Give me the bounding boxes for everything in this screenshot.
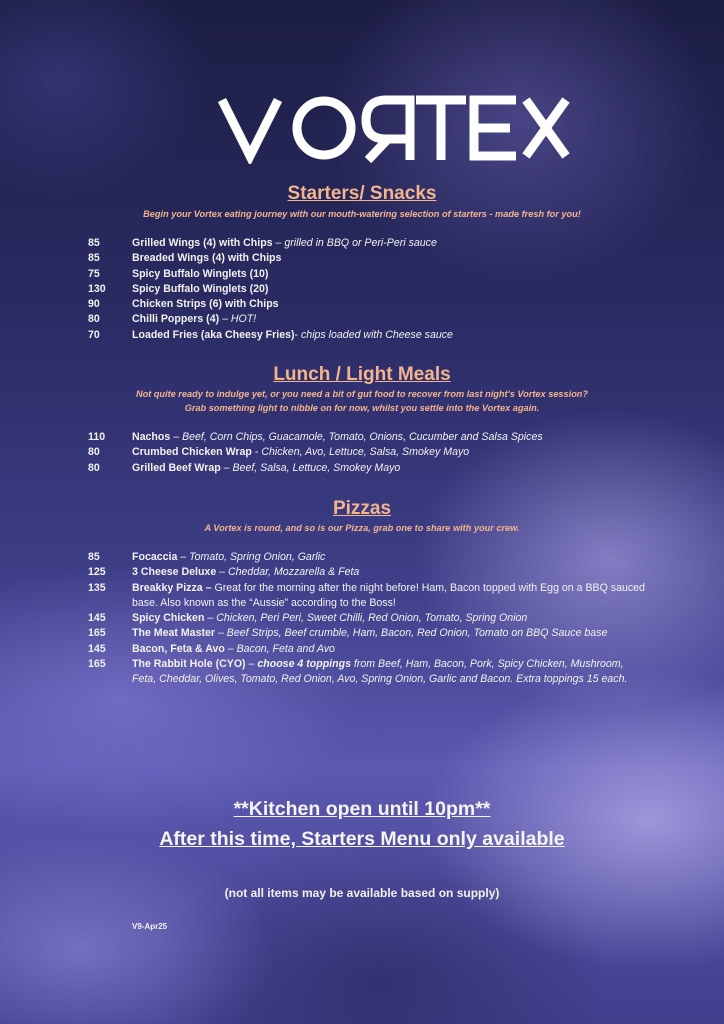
- item-separator: –: [216, 566, 228, 579]
- item-note: Beef Strips, Beef crumble, Ham, Bacon, Red Onion, Tomato on BBQ Sauce base: [226, 627, 608, 640]
- item-separator: –: [224, 642, 237, 655]
- item-separator: –: [219, 313, 231, 326]
- item-description: [132, 430, 648, 445]
- item-note: Cheddar, Mozzarella & Feta: [228, 566, 360, 579]
- lunch-subtitle-line1: Not quite ready to indulge yet, or you need a bit of gut food to recover from last night's Vortex session?: [135, 389, 589, 399]
- item-note: chips loaded with Cheese sauce: [301, 328, 453, 341]
- item-description: [132, 550, 648, 565]
- menu-item: [88, 267, 648, 282]
- item-description: [132, 445, 648, 460]
- item-note: HOT!: [230, 313, 257, 326]
- item-name: Breakky Pizza –: [132, 581, 212, 594]
- item-name: Chicken Strips (6) with Chips: [132, 298, 279, 311]
- pizzas-list: [88, 550, 648, 688]
- item-separator: –: [215, 627, 227, 640]
- item-separator: –: [272, 237, 285, 249]
- starters-title: Starters/ Snacks: [287, 183, 437, 204]
- menu-item: [88, 550, 648, 565]
- availability-note: (not all items may be available based on supply): [224, 886, 500, 900]
- item-price: 135: [88, 581, 106, 594]
- kitchen-hours: **Kitchen open until 10pm**: [233, 798, 491, 820]
- item-description: [132, 461, 648, 476]
- lunch-subtitle-line2: Grab something light to nibble on for now, whilst you settle into the Vortex again.: [184, 403, 540, 413]
- item-separator: -: [294, 328, 301, 341]
- item-separator: -: [251, 446, 262, 459]
- item-separator: –: [177, 551, 190, 563]
- item-price: 80: [88, 446, 100, 459]
- pizzas-title: Pizzas: [332, 498, 392, 519]
- item-description: [132, 657, 648, 688]
- item-note: from Beef, Ham, Bacon, Pork, Spicy Chicken, Mushroom, Feta, Cheddar, Olives, Tomato, Red Onion, Avo, Spring Onion, Garlic and Bacon. Extra toppings 15 each.: [132, 658, 628, 686]
- item-price: 85: [88, 237, 100, 249]
- menu-item: [88, 581, 648, 612]
- item-details: Great for the morning after the night before! Ham, Bacon topped with Egg on a BBQ sauced base. Also known as the “Aussie” according to the Boss!: [132, 581, 645, 609]
- item-separator: –: [245, 658, 258, 671]
- item-name: Chilli Poppers (4): [132, 313, 220, 326]
- item-description: [132, 312, 648, 327]
- starters-list: [88, 236, 648, 343]
- item-note: Tomato, Spring Onion, Garlic: [189, 551, 326, 563]
- menu-item: [88, 430, 648, 445]
- item-description: [132, 236, 648, 251]
- menu-item: [88, 236, 648, 251]
- item-description: [132, 282, 648, 297]
- item-separator: –: [170, 431, 183, 443]
- item-note: Chicken, Avo, Lettuce, Salsa, Smokey Mayo: [261, 446, 470, 459]
- menu-item: [88, 626, 648, 641]
- item-price: 165: [88, 627, 106, 640]
- item-description: [132, 611, 648, 626]
- menu-item: [88, 657, 648, 688]
- item-name: Nachos: [132, 431, 171, 443]
- lunch-list: [88, 430, 648, 476]
- starters-subtitle: Begin your Vortex eating journey with our mouth-watering selection of starters - made fresh for you!: [143, 209, 581, 219]
- item-separator: –: [204, 612, 217, 625]
- item-price: 80: [88, 313, 100, 326]
- menu-item: [88, 251, 648, 266]
- item-name: Spicy Buffalo Winglets (20): [132, 282, 269, 295]
- item-note: Beef, Salsa, Lettuce, Smokey Mayo: [232, 461, 401, 474]
- item-emphasis: choose 4 toppings: [257, 658, 351, 671]
- item-price: 70: [88, 328, 100, 341]
- item-description: [132, 328, 648, 343]
- item-description: [132, 626, 648, 641]
- item-price: 75: [88, 267, 100, 280]
- item-price: 165: [88, 658, 106, 671]
- item-name: Spicy Chicken: [132, 612, 205, 625]
- menu-item: [88, 565, 648, 580]
- item-description: [132, 251, 648, 266]
- menu-item: [88, 282, 648, 297]
- item-price: 85: [88, 551, 100, 563]
- after-hours-note: After this time, Starters Menu only available: [159, 828, 565, 850]
- item-price: 130: [88, 282, 106, 295]
- item-name: 3 Cheese Deluxe: [132, 566, 217, 579]
- item-description: [132, 267, 648, 282]
- menu-item: [88, 461, 648, 476]
- item-name: Spicy Buffalo Winglets (10): [132, 267, 269, 280]
- item-name: The Rabbit Hole (CYO): [132, 658, 246, 671]
- item-name: Grilled Beef Wrap: [132, 461, 221, 474]
- version-label: V9-Apr25: [132, 922, 168, 931]
- item-description: [132, 642, 648, 657]
- item-name: Loaded Fries (aka Cheesy Fries): [132, 328, 295, 341]
- item-description: [132, 565, 648, 580]
- vortex-logo: [0, 92, 724, 164]
- item-price: 90: [88, 298, 100, 311]
- item-name: Bacon, Feta & Avo: [132, 642, 225, 655]
- item-price: 85: [88, 252, 100, 265]
- menu-item: [88, 611, 648, 626]
- item-price: 110: [88, 431, 106, 443]
- menu-item: [88, 328, 648, 343]
- menu-item: [88, 445, 648, 460]
- item-name: Grilled Wings (4) with Chips: [132, 237, 273, 249]
- item-name: The Meat Master: [132, 627, 216, 640]
- item-price: 125: [88, 566, 106, 579]
- pizzas-subtitle: A Vortex is round, and so is our Pizza, grab one to share with your crew.: [204, 523, 520, 533]
- item-description: [132, 581, 648, 612]
- menu-item: [88, 642, 648, 657]
- item-note: Beef, Corn Chips, Guacamole, Tomato, Onions, Cucumber and Salsa Spices: [182, 431, 543, 443]
- item-price: 80: [88, 461, 100, 474]
- item-note: Chicken, Peri Peri, Sweet Chilli, Red Onion, Tomato, Spring Onion: [216, 612, 528, 625]
- lunch-title: Lunch / Light Meals: [273, 364, 451, 385]
- item-price: 145: [88, 612, 106, 625]
- menu-item: [88, 297, 648, 312]
- item-price: 145: [88, 642, 106, 655]
- item-separator: –: [220, 461, 233, 474]
- item-description: [132, 297, 648, 312]
- item-note: Bacon, Feta and Avo: [236, 642, 335, 655]
- item-name: Breaded Wings (4) with Chips: [132, 252, 282, 265]
- menu-item: [88, 312, 648, 327]
- item-name: Focaccia: [132, 551, 178, 563]
- item-name: Crumbed Chicken Wrap: [132, 446, 252, 459]
- item-note: grilled in BBQ or Peri-Peri sauce: [284, 237, 437, 249]
